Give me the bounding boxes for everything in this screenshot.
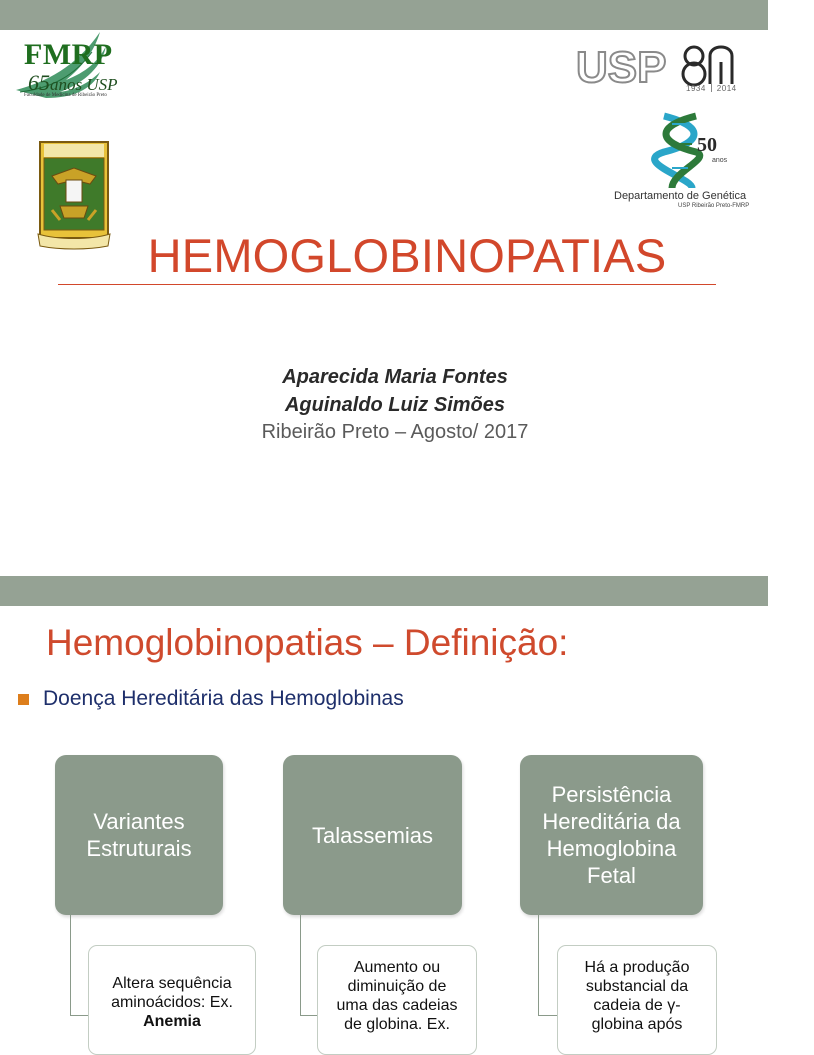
genetics-subtitle: USP Ribeirão Preto-FMRP — [678, 203, 750, 209]
genetics-anos: anos — [712, 157, 728, 164]
category-label-line: Talassemias — [311, 822, 434, 848]
fmrp-caption: Faculdade de Medicina de Ribeirão Preto — [24, 93, 107, 98]
category-label — [86, 808, 191, 862]
connector-line — [538, 1015, 557, 1016]
fmrp-org: USP — [86, 75, 118, 94]
title-underline — [58, 284, 716, 285]
detail-box-variantes — [88, 945, 256, 1055]
author-2: Aguinaldo Luiz Simões — [284, 394, 505, 416]
detail-line: uma das cadeias — [336, 997, 458, 1014]
place-date: Ribeirão Preto – Agosto/ 2017 — [261, 421, 529, 443]
detail-line: substancial da — [585, 978, 689, 995]
bullet-square-icon — [18, 694, 29, 705]
detail-line: diminuição de — [347, 978, 447, 995]
detail-box-talassemias — [317, 945, 477, 1055]
category-label — [542, 781, 680, 889]
fmrp-years-word: anos — [50, 75, 83, 94]
detail-line: de globina. Ex. — [344, 1016, 450, 1033]
category-label-line: Variantes — [93, 809, 185, 834]
detail-line: Há a produção — [584, 959, 690, 976]
category-label-line: Hereditária da — [542, 809, 681, 834]
author-1: Aparecida Maria Fontes — [282, 366, 508, 388]
category-label-line: Fetal — [587, 863, 636, 888]
usp-year-end: 2014 — [716, 84, 737, 93]
category-label-line: Persistência — [551, 782, 672, 807]
connector-line — [300, 1015, 317, 1016]
detail-line: aminoácidos: Ex. — [111, 994, 233, 1011]
page-title: HEMOGLOBINOPATIAS — [147, 229, 667, 282]
definition-slide — [0, 576, 768, 1033]
bullet-text: Doença Hereditária das Hemoglobinas — [43, 687, 404, 710]
usp-year-start: 1934 — [686, 84, 706, 93]
usp-years — [686, 84, 737, 93]
slide-title: Hemoglobinopatias – Definição: — [46, 622, 569, 663]
fmrp-years-number: 65 — [28, 70, 50, 95]
fmrp-logo-text: FMRP — [24, 38, 113, 71]
detail-line: cadeia de γ- — [593, 997, 681, 1014]
detail-line: globina após — [591, 1016, 683, 1033]
svg-text:USP: USP — [576, 43, 667, 92]
category-box-persistencia — [520, 755, 703, 915]
category-box-talassemias — [283, 755, 462, 915]
connector-line — [70, 1015, 88, 1016]
detail-line: Anemia — [143, 1013, 201, 1030]
category-label-line: Hemoglobina — [546, 836, 677, 861]
category-box-variantes — [55, 755, 223, 915]
category-label — [312, 822, 433, 849]
detail-line: Aumento ou — [353, 959, 441, 976]
connector-line — [538, 915, 539, 1015]
detail-line: Altera sequência — [112, 975, 232, 992]
connector-line — [70, 915, 71, 1015]
category-label-line: Estruturais — [86, 836, 192, 861]
slide-top-bar — [0, 576, 768, 606]
connector-line — [300, 915, 301, 1015]
genetics-50: 50 — [697, 134, 717, 156]
genetics-department: Departamento de Genética — [614, 190, 747, 202]
detail-box-persistencia — [557, 945, 717, 1055]
slide-top-bar — [0, 0, 768, 30]
